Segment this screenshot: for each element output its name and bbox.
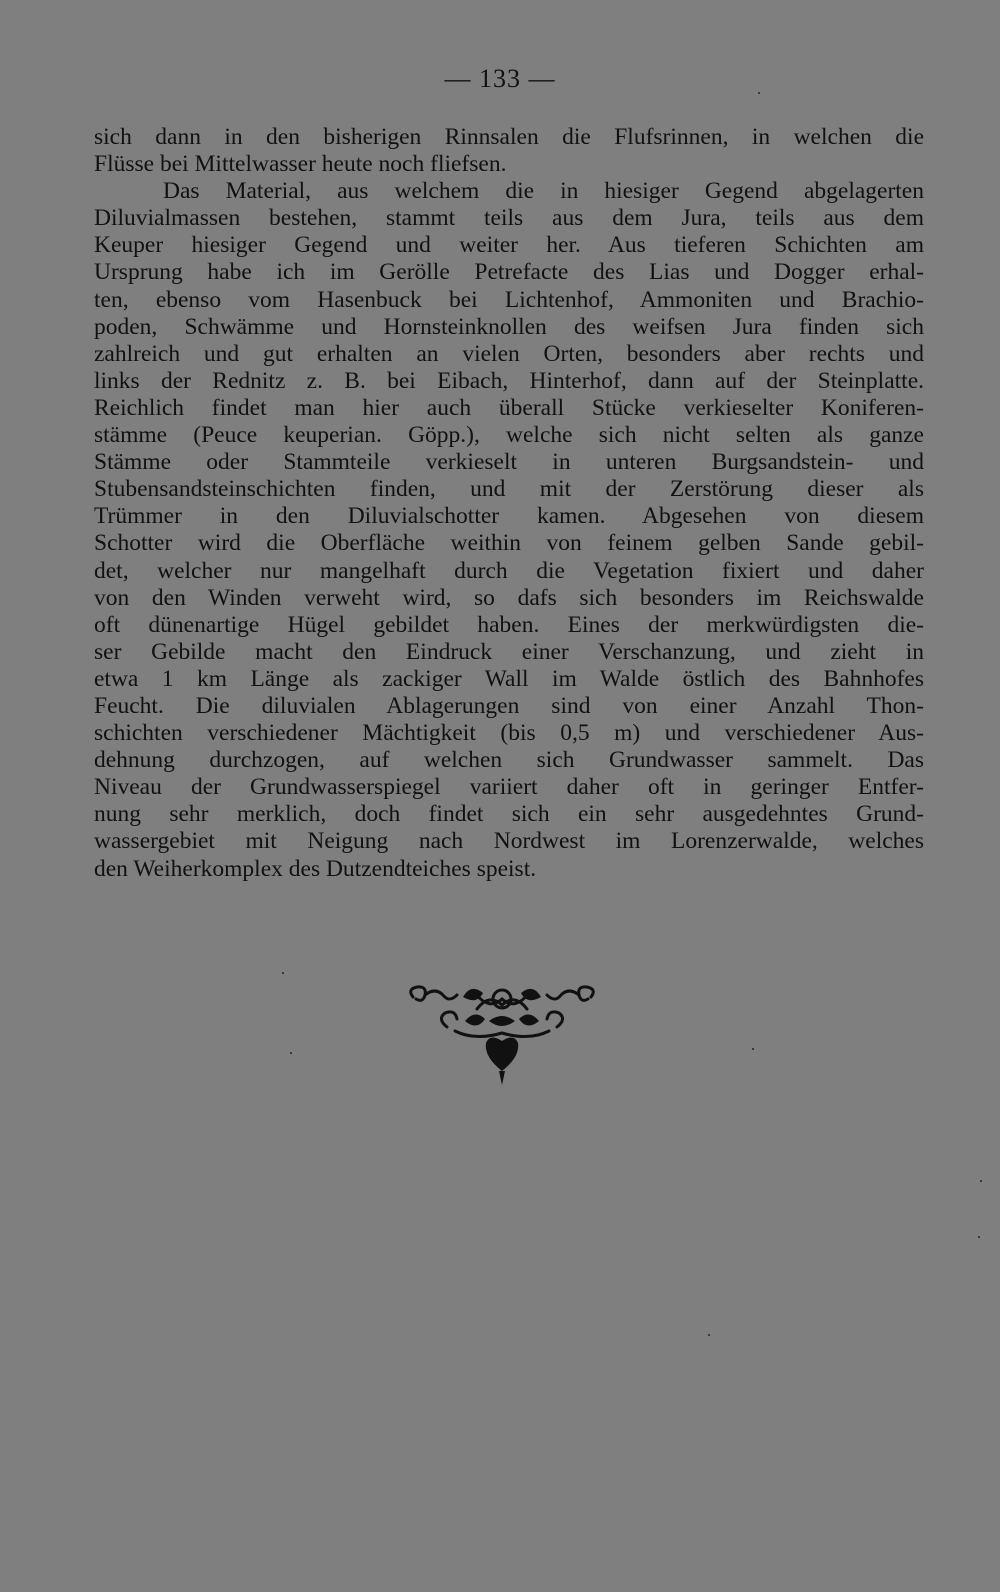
text-line: Stämme oder Stammteile verkieselt in unteren Burgsandstein- und bbox=[94, 449, 924, 476]
text-line: Feucht. Die diluvialen Ablagerungen sind von einer Anzahl Thon- bbox=[94, 692, 924, 719]
text-line: dehnung durchzogen, auf welchen sich Grundwasser sammelt. Das bbox=[94, 747, 924, 774]
text-line: etwa 1 km Länge als zackiger Wall im Walde östlich des Bahnhofes bbox=[94, 665, 924, 692]
text-line: sich dann in den bisherigen Rinnsalen die Flufsrinnen, in welchen die bbox=[94, 124, 924, 150]
text-line: nung sehr merklich, doch findet sich ein sehr ausgedehntes Grund- bbox=[94, 801, 924, 828]
text-line: wassergebiet mit Neigung nach Nordwest im Lorenzerwalde, welches bbox=[94, 828, 924, 855]
text-line: ten, ebenso vom Hasenbuck bei Lichtenhof, Ammoniten und Brachio- bbox=[94, 286, 924, 313]
speck bbox=[290, 1052, 292, 1054]
speck bbox=[758, 92, 760, 94]
text-line: zahlreich und gut erhalten an vielen Orten, besonders aber rechts und bbox=[94, 340, 924, 367]
text-line: schichten verschiedener Mächtigkeit (bis 0,5 m) und verschiedener Aus- bbox=[94, 720, 924, 747]
text-line: Keuper hiesiger Gegend und weiter her. Aus tieferen Schichten am bbox=[94, 232, 924, 259]
speck bbox=[980, 1180, 982, 1182]
speck bbox=[978, 1236, 980, 1238]
speck bbox=[282, 972, 284, 974]
text-line: Flüsse bei Mittelwasser heute noch fliefsen. bbox=[94, 151, 507, 178]
text-line: Reichlich findet man hier auch überall Stücke verkieselter Koniferen- bbox=[94, 394, 924, 421]
speck bbox=[752, 1048, 754, 1050]
text-line: stämme (Peuce keuperian. Göpp.), welche sich nicht selten als ganze bbox=[94, 422, 924, 449]
text-line: ser Gebilde macht den Eindruck einer Verschanzung, und zieht in bbox=[94, 638, 924, 665]
speck bbox=[708, 1334, 710, 1336]
text-line: Ursprung habe ich im Gerölle Petrefacte des Lias und Dogger erhal- bbox=[94, 259, 924, 286]
text-line: Stubensandsteinschichten finden, und mit der Zerstörung dieser als bbox=[94, 476, 924, 503]
text-line: Das Material, aus welchem die in hiesiger Gegend abgelagerten bbox=[163, 178, 924, 205]
text-line: oft dünenartige Hügel gebildet haben. Eines der merkwürdigsten die- bbox=[94, 611, 924, 638]
text-line: links der Rednitz z. B. bei Eibach, Hinterhof, dann auf der Steinplatte. bbox=[94, 367, 924, 394]
body-text bbox=[94, 124, 924, 883]
text-line: den Weiherkomplex des Dutzendteiches speist. bbox=[94, 855, 537, 882]
text-line: det, welcher nur mangelhaft durch die Vegetation fixiert und daher bbox=[94, 557, 924, 584]
floral-vignette-icon bbox=[405, 985, 599, 1091]
text-line: Trümmer in den Diluvialschotter kamen. Abgesehen von diesem bbox=[94, 503, 924, 530]
text-line: von den Winden verweht wird, so dafs sich besonders im Reichswalde bbox=[94, 584, 924, 611]
text-line: Niveau der Grundwasserspiegel variiert daher oft in geringer Entfer- bbox=[94, 774, 924, 801]
text-line: Diluvialmassen bestehen, stammt teils aus dem Jura, teils aus dem bbox=[94, 205, 924, 232]
text-line: poden, Schwämme und Hornsteinknollen des weifsen Jura finden sich bbox=[94, 313, 924, 340]
page-number: — 133 — bbox=[444, 64, 556, 93]
text-line: Schotter wird die Oberfläche weithin von feinem gelben Sande gebil- bbox=[94, 530, 924, 557]
